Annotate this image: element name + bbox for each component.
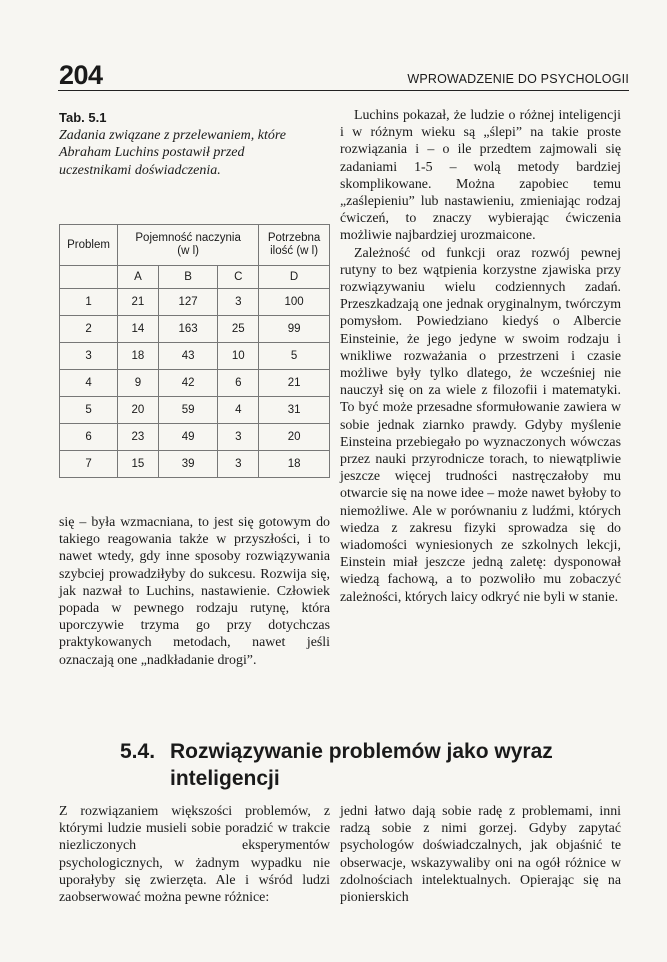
table-cell: 127 [158,289,218,316]
table-cell: 20 [259,424,330,451]
section-heading [120,738,580,792]
table-caption-block [59,109,314,179]
subheader-c: C [218,266,259,289]
table-cell: 21 [118,289,159,316]
table-cell: 2 [60,316,118,343]
table-cell: 5 [60,397,118,424]
paragraph: Zależność od funkcji oraz rozwój pewnej rutyny to bez wątpienia korzystne zjawiska przy rozwiązywaniu wielu codziennych zadań. Przeszkadzają one jednak oryginalnym, twórczym pomysłom. Powiedziano kiedyś o Albercie Einsteinie, że jego jedyne w swoim rodzaju i wnikliwe rozważania o przestrzeni i czasie możliwe były tylko dlatego, że wcześniej nie nauczył się on za wiele z filozofii i matematyki. To być może przesadne sformułowanie zawiera w sobie jednak ziarnko prawdy. Gdyby myślenie Einsteina przebiegało po wyznaczonych wówczas przez nauki przyrodnicze torach, to niewątpliwie jeszcze więcej trudności nastręczałoby mu otwarcie się na nowe idee – może nawet byłoby to niemożliwe. Ale w porównaniu z ludźmi, których wiedza z zakresu fizyki sprowadza się do wiadomości wyniesionych ze szkolnych lekcji, Einstein miał jeszcze jedną zaletę: dysponował wiedzą fachową, a to pozwoliło mu zobaczyć zależności, których laicy odkryć nie byli w stanie. [340,245,621,605]
table-cell: 1 [60,289,118,316]
section-title-line1: Rozwiązywanie problemów jako wyraz [170,740,553,763]
water-jar-table [59,224,330,478]
table-cell: 4 [60,370,118,397]
table-cell: 3 [60,343,118,370]
header-capacity [118,225,259,266]
table-cell: 42 [158,370,218,397]
table-cell: 3 [218,289,259,316]
header-problem: Problem [60,225,118,266]
table-row [60,397,330,424]
table-cell: 43 [158,343,218,370]
subheader-a: A [118,266,159,289]
right-column-bottom [340,803,621,906]
table-cell: 163 [158,316,218,343]
table-cell: 18 [118,343,159,370]
section-number: 5.4. [120,740,156,763]
table-cell: 31 [259,397,330,424]
header-capacity-line1: Pojemność naczynia [135,232,241,244]
table-cell: 6 [218,370,259,397]
table-cell: 99 [259,316,330,343]
paragraph: się – była wzmacniana, to jest się gotowym do takiego reagowania także w przyszłości, i to nawet wtedy, gdy inne sposoby rozwiązywania szybciej prowadziłyby do sukcesu. Rozwija się, jak nazwał to Luchins, nastawienie. Człowiek popada w pewnego rodzaju rutynę, która uporczywie trzyma go przy dotychczas praktykowanych metodach, nawet jeśli oznaczają one „nadkładanie drogi”. [59,515,330,668]
table-cell: 25 [218,316,259,343]
section-title-line2: inteligencji [170,767,280,790]
table-cell: 6 [60,424,118,451]
table-cell: 100 [259,289,330,316]
subheader-b: B [158,266,218,289]
table-cell: 59 [158,397,218,424]
header-rule [58,90,629,91]
table-row [60,451,330,478]
subheader-d: D [259,266,330,289]
running-head: WPROWADZENIE DO PSYCHOLOGII [407,72,629,86]
table-label: Tab. 5.1 [59,110,107,125]
paragraph: Z rozwiązaniem większości problemów, z którymi ludzie musieli sobie poradzić w trakcie niezliczonych eksperymentów psychologicznych, w żadnym wypadku nie uporałyby się zwierzęta. Ale i wśród ludzi zaobserwować można pewne różnice: [59,804,330,906]
table-cell: 20 [118,397,159,424]
table-cell: 3 [218,451,259,478]
table-cell: 21 [259,370,330,397]
page-number: 204 [59,60,103,90]
table-cell: 15 [118,451,159,478]
table-cell: 10 [218,343,259,370]
table-row [60,424,330,451]
table-cell: 7 [60,451,118,478]
left-column-middle [59,514,330,669]
left-column-bottom [59,803,330,906]
header-needed [259,225,330,266]
header-needed-line2: ilość (w l) [270,245,319,257]
table-cell: 23 [118,424,159,451]
paragraph: Luchins pokazał, że ludzie o różnej inteligencji i w różnym wieku są „ślepi” na takie proste rozwiązania i – o ile przedtem zajmowali się zadaniami 1-5 – wolą metody bardziej skomplikowane. Można zapobiec temu „zaślepieniu” lub nastawieniu, zmieniając rodzaj ćwiczeń, to znaczy wybierając ćwiczenia możliwie najbardziej urozmaicone. [340,108,621,244]
table-row [60,343,330,370]
table-cell: 3 [218,424,259,451]
paragraph: jedni łatwo dają sobie radę z problemami, inni radzą sobie z nimi gorzej. Gdyby zapytać psychologów doświadczalnych, jak objaśnić te obserwacje, wskazywaliby oni na ogół różnice w zdolnościach intelektualnych. Opierając się na pionierskich [340,804,621,906]
table-row [60,289,330,316]
header-needed-line1: Potrzebna [267,232,321,244]
table-cell: 14 [118,316,159,343]
table-caption: Zadania związane z przelewaniem, które Abraham Luchins postawił przed uczestnikami doświadczenia. [59,127,286,178]
table-cell: 4 [218,397,259,424]
table-cell: 39 [158,451,218,478]
table-row [60,316,330,343]
table-cell: 49 [158,424,218,451]
table-cell: 5 [259,343,330,370]
subheader-empty [60,266,118,289]
right-column-top [340,107,621,606]
table-cell: 9 [118,370,159,397]
table-row [60,370,330,397]
header-capacity-line2: (w l) [177,245,199,257]
table-cell: 18 [259,451,330,478]
